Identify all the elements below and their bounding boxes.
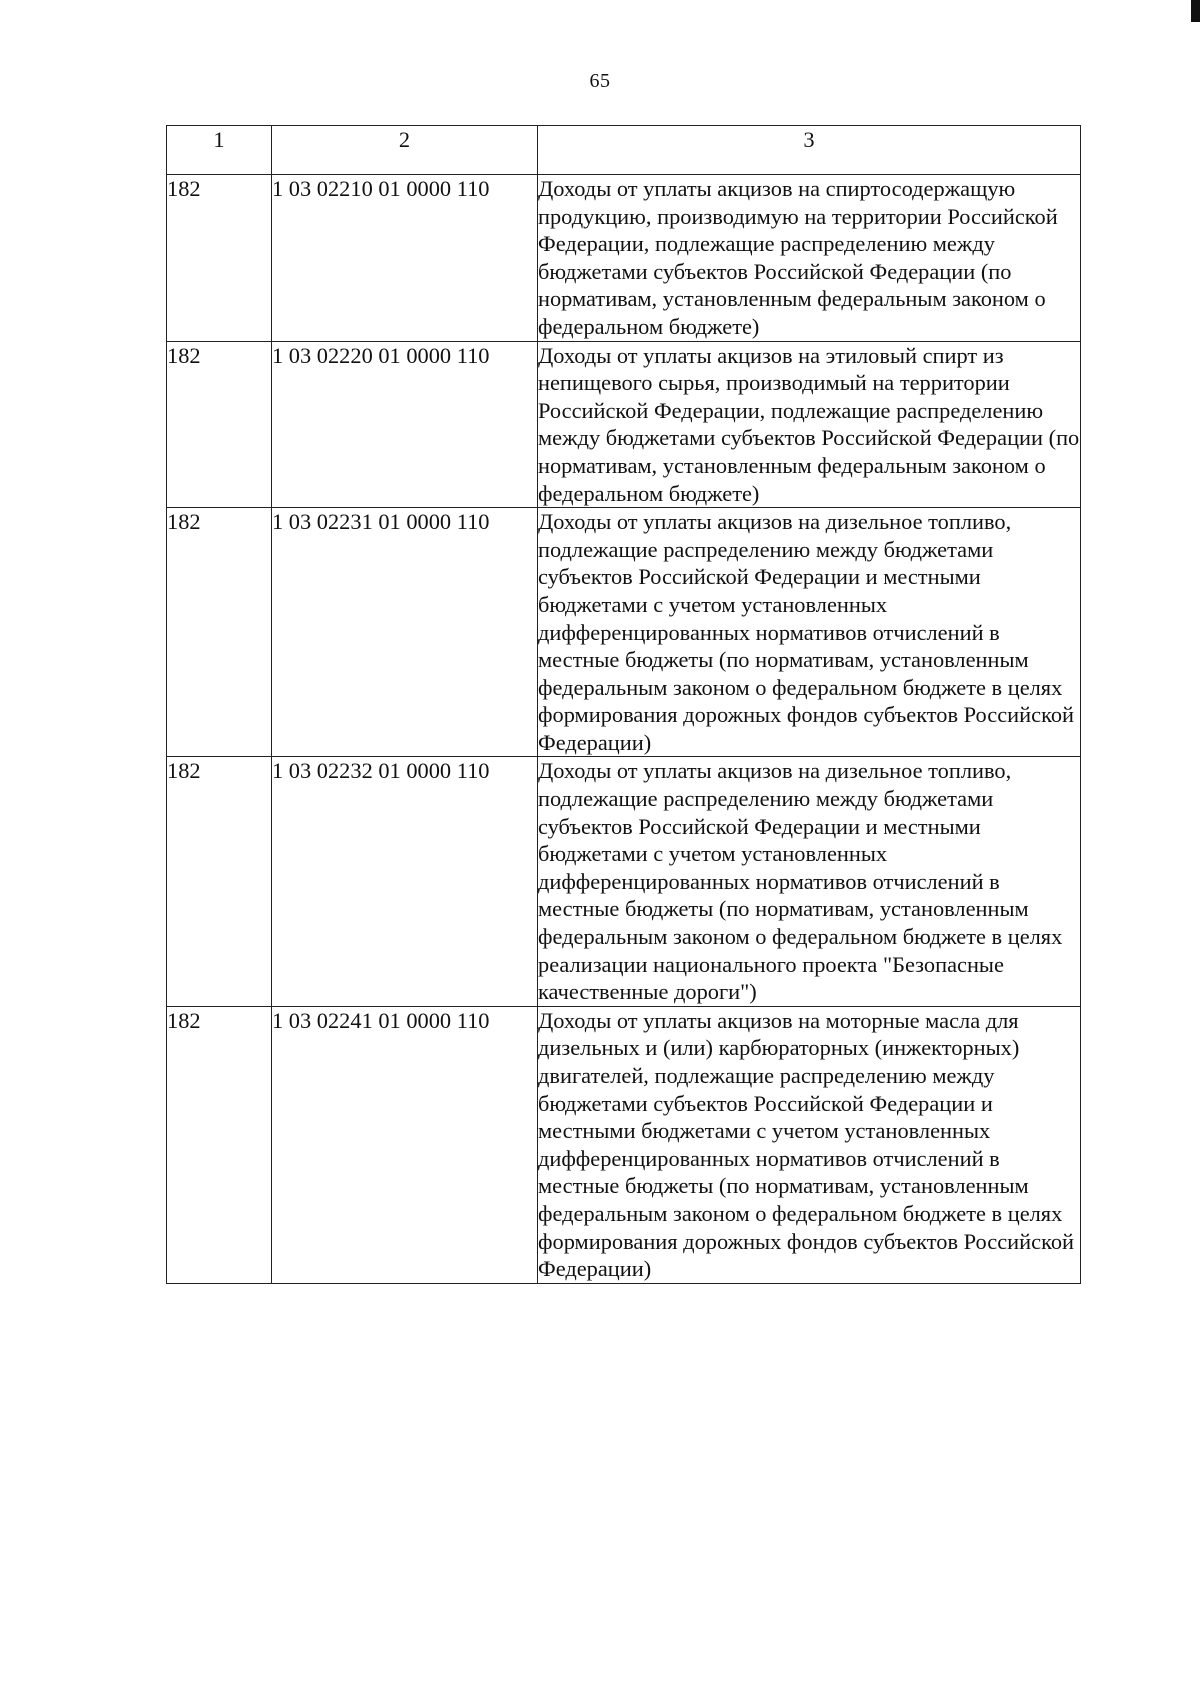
admin-code-cell: 182 (167, 757, 272, 1006)
table-row (167, 757, 1081, 1006)
column-header-2: 2 (272, 126, 538, 175)
kbk-code-cell: 1 03 02232 01 0000 110 (272, 757, 538, 1006)
admin-code-cell: 182 (167, 175, 272, 342)
revenue-codes-table (166, 125, 1081, 1284)
table-row (167, 508, 1081, 757)
description-cell: Доходы от уплаты акцизов на моторные масла для дизельных и (или) карбюраторных (инжекторных) двигателей, подлежащие распределению между бюджетами субъектов Российской Федерации и местными бюджетами с учетом установленных дифференцированных нормативов отчислений в местные бюджеты (по нормативам, установленным федеральным законом о федеральном бюджете в целях формирования дорожных фондов субъектов Российской Федерации) (538, 1006, 1081, 1283)
kbk-code-cell: 1 03 02241 01 0000 110 (272, 1006, 538, 1283)
description-cell: Доходы от уплаты акцизов на этиловый спирт из непищевого сырья, производимый на территории Российской Федерации, подлежащие распределению между бюджетами субъектов Российской Федерации (по нормативам, установленным федеральным законом о федеральном бюджете) (538, 341, 1081, 508)
admin-code-cell: 182 (167, 341, 272, 508)
scan-corner-mark (1191, 0, 1200, 22)
admin-code-cell: 182 (167, 508, 272, 757)
table-header-row (167, 126, 1081, 175)
column-header-3: 3 (538, 126, 1081, 175)
kbk-code-cell: 1 03 02220 01 0000 110 (272, 341, 538, 508)
description-cell: Доходы от уплаты акцизов на дизельное топливо, подлежащие распределению между бюджетами субъектов Российской Федерации и местными бюджетами с учетом установленных дифференцированных нормативов отчислений в местные бюджеты (по нормативам, установленным федеральным законом о федеральном бюджете в целях формирования дорожных фондов субъектов Российской Федерации) (538, 508, 1081, 757)
description-cell: Доходы от уплаты акцизов на дизельное топливо, подлежащие распределению между бюджетами субъектов Российской Федерации и местными бюджетами с учетом установленных дифференцированных нормативов отчислений в местные бюджеты (по нормативам, установленным федеральным законом о федеральном бюджете в целях реализации национального проекта "Безопасные качественные дороги") (538, 757, 1081, 1006)
table-row (167, 341, 1081, 508)
description-cell: Доходы от уплаты акцизов на спиртосодержащую продукцию, производимую на территории Российской Федерации, подлежащие распределению между бюджетами субъектов Российской Федерации (по нормативам, установленным федеральным законом о федеральном бюджете) (538, 175, 1081, 342)
page-number: 65 (589, 70, 611, 92)
table-row (167, 175, 1081, 342)
admin-code-cell: 182 (167, 1006, 272, 1283)
column-header-1: 1 (167, 126, 272, 175)
table-row (167, 1006, 1081, 1283)
kbk-code-cell: 1 03 02231 01 0000 110 (272, 508, 538, 757)
kbk-code-cell: 1 03 02210 01 0000 110 (272, 175, 538, 342)
